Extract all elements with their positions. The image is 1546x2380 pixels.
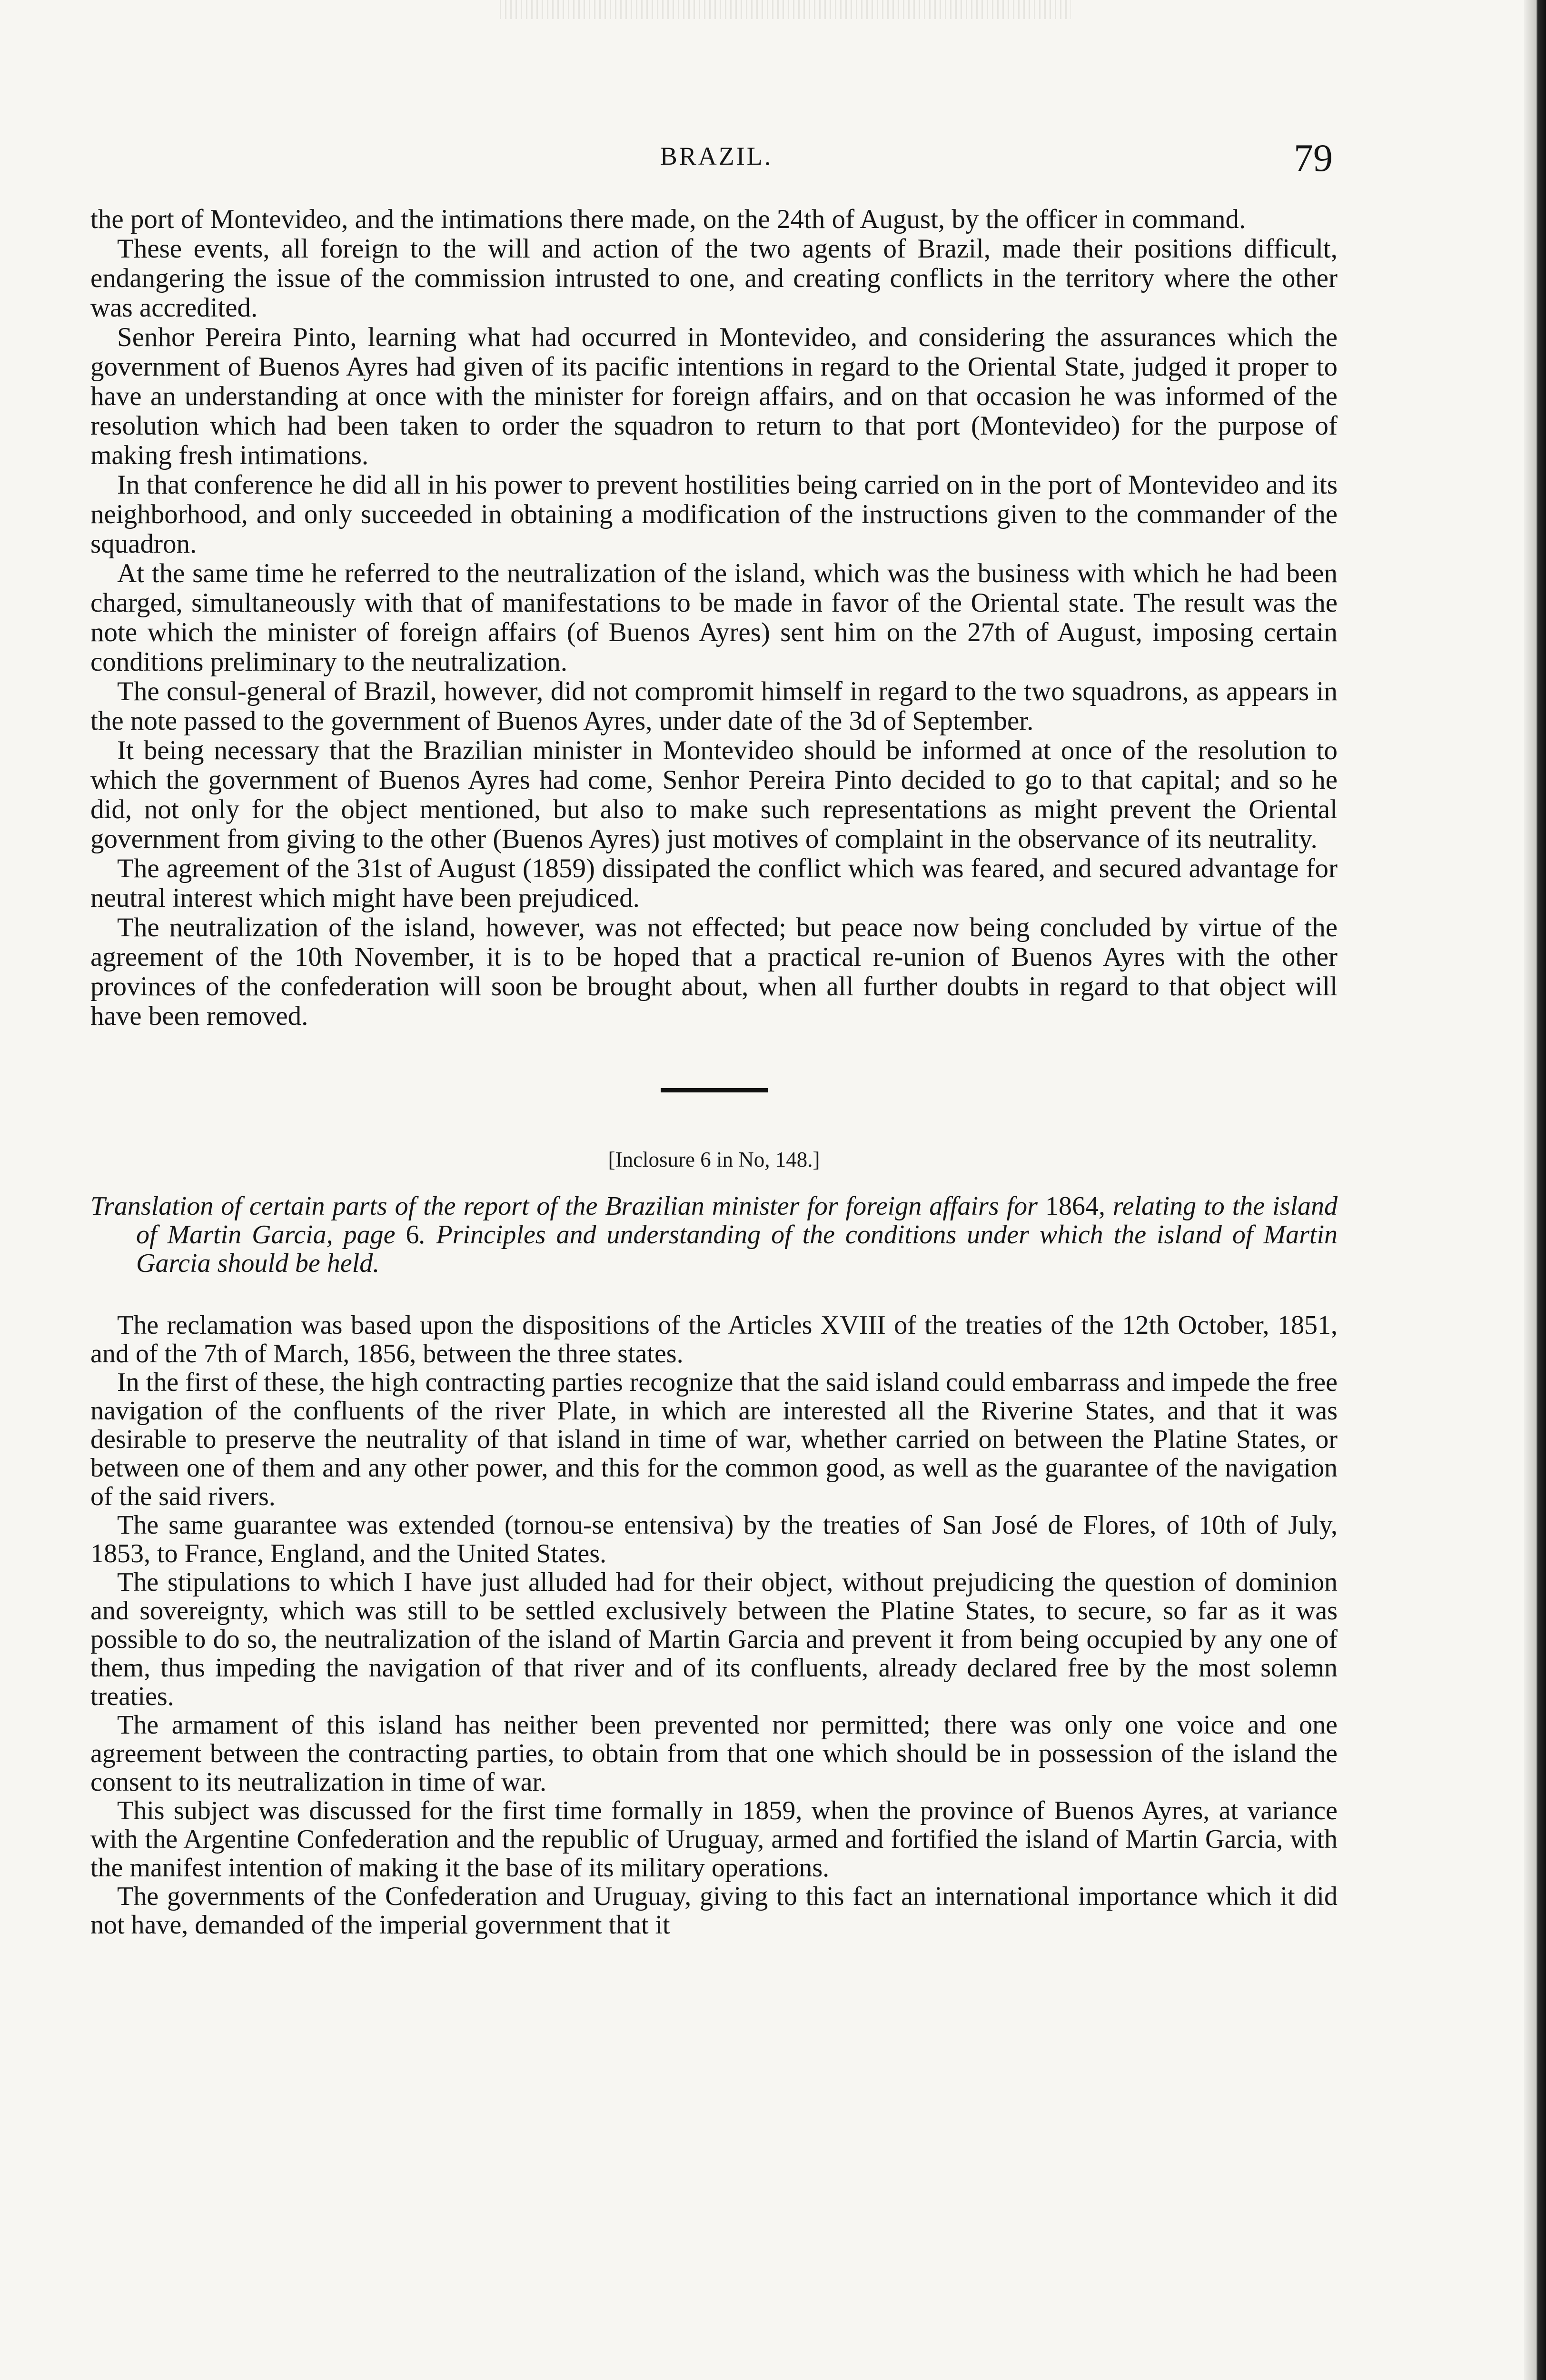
paragraph: The same guarantee was extended (tornou-se entensiva) by the treaties of San José de Flores, of 10th of July, 1853, to France, England, and the United States. <box>90 1510 1338 1568</box>
page-edge-shadow <box>1524 0 1546 2380</box>
section-martin-garcia <box>90 1311 1338 1939</box>
paragraph: This subject was discussed for the first time formally in 1859, when the province of Buenos Ayres, at variance with the Argentine Confederation and the republic of Uruguay, armed and fortified the island of Martin Garcia, with the manifest intention of making it the base of its military operations. <box>90 1796 1338 1883</box>
paragraph: These events, all foreign to the will and action of the two agents of Brazil, made their positions difficult, endangering the issue of the commission intrusted to one, and creating conflicts in the territory where the other was accredited. <box>90 234 1338 323</box>
inclosure-label: [Inclosure 6 in No, 148.] <box>608 1148 820 1171</box>
paragraph: In the first of these, the high contracting parties recognize that the said island could embarrass and impede the free navigation of the confluents of the river Plate, in which are interested all the Riverine States, and that it was desirable to preserve the neutrality of that island in time of war, whether carried on between the Platine States, or between one of them and any other power, and this for the common good, as well as the guarantee of the navigation of the said rivers. <box>90 1368 1338 1511</box>
paragraph: At the same time he referred to the neutralization of the island, which was the business with which he had been charged, simultaneously with that of manifestations to be made in favor of the Oriental state. The result was the note which the minister of foreign affairs (of Buenos Ayres) sent him on the 27th of August, imposing certain conditions preliminary to the neutralization. <box>90 558 1338 677</box>
document-body <box>90 205 1338 1939</box>
paragraph: Senhor Pereira Pinto, learning what had occurred in Montevideo, and considering the assurances which the government of Buenos Ayres had given of its pacific intentions in regard to the Oriental State, judged it proper to have an understanding at once with the minister for foreign affairs, and on that occasion he was informed of the resolution which had been taken to order the squadron to return to that port (Montevideo) for the purpose of making fresh intimations. <box>90 322 1338 470</box>
paragraph: The reclamation was based upon the dispositions of the Articles XVIII of the treaties of the 12th October, 1851, and of the 7th of March, 1856, between the three states. <box>90 1310 1338 1368</box>
paragraph: The armament of this island has neither been prevented nor permitted; there was only one voice and one agreement between the contracting parties, to obtain from that one which should be in possession of the island the consent to its neutralization in time of war. <box>90 1710 1338 1797</box>
paragraph: The governments of the Confederation and Uruguay, giving to this fact an international importance which it did not have, demanded of the imperial government that it <box>90 1882 1338 1940</box>
heading-text: . Principles and understanding of the conditions under which the island of Martin Garcia should be held. <box>136 1220 1338 1278</box>
heading-year: 1864 <box>1045 1191 1099 1221</box>
paragraph: The stipulations to which I have just alluded had for their object, without prejudicing the question of dominion and sovereignty, which was still to be settled exclusively between the Platine States, to secure, so far as it was possible to do so, the neutralization of the island of Martin Garcia and prevent it from being occupied by any one of them, thus impeding the navigation of that river and of its confluents, already declared free by the most solemn treaties. <box>90 1567 1338 1711</box>
scan-artifact <box>500 0 1071 19</box>
paragraph: In that conference he did all in his power to prevent hostilities being carried on in the port of Montevideo and its neighborhood, and only succeeded in obtaining a modification of the instructions given to the commander of the squadron. <box>90 470 1338 559</box>
paragraph: The consul-general of Brazil, however, did not compromit himself in regard to the two squadrons, as appears in the note passed to the government of Buenos Ayres, under date of the 3d of September. <box>90 676 1338 736</box>
section-brazilian-agents <box>90 205 1338 1031</box>
paragraph: The neutralization of the island, however, was not effected; but peace now being concluded by virtue of the agreement of the 10th November, it is to be hoped that a practical re-union of Buenos Ayres with the other provinces of the confederation will soon be brought about, when all further doubts in regard to that object will have been removed. <box>90 912 1338 1031</box>
paragraph: It being necessary that the Brazilian minister in Montevideo should be informed at once of the resolution to which the government of Buenos Ayres had come, Senhor Pereira Pinto decided to go to that capital; and so he did, not only for the object mentioned, but also to make such representations as might prevent the Oriental government from giving to the other (Buenos Ayres) just motives of complaint in the observance of its neutrality. <box>90 735 1338 854</box>
paragraph: The agreement of the 31st of August (1859) dissipated the conflict which was feared, and secured advantage for neutral interest which might have been prejudiced. <box>90 853 1338 913</box>
heading-page: 6 <box>406 1220 419 1250</box>
translation-heading <box>90 1192 1338 1278</box>
page-number: 79 <box>1294 136 1333 179</box>
section-divider <box>661 1088 768 1092</box>
paragraph: the port of Montevideo, and the intimations there made, on the 24th of August, by the officer in command. <box>90 204 1246 234</box>
running-head: BRAZIL. <box>660 142 773 170</box>
heading-text: Translation of certain parts of the report of the Brazilian minister for foreign affairs for <box>90 1191 1045 1221</box>
page-header <box>100 136 1333 188</box>
heading-text: , relating to the island of Martin Garcia, page <box>136 1191 1338 1250</box>
